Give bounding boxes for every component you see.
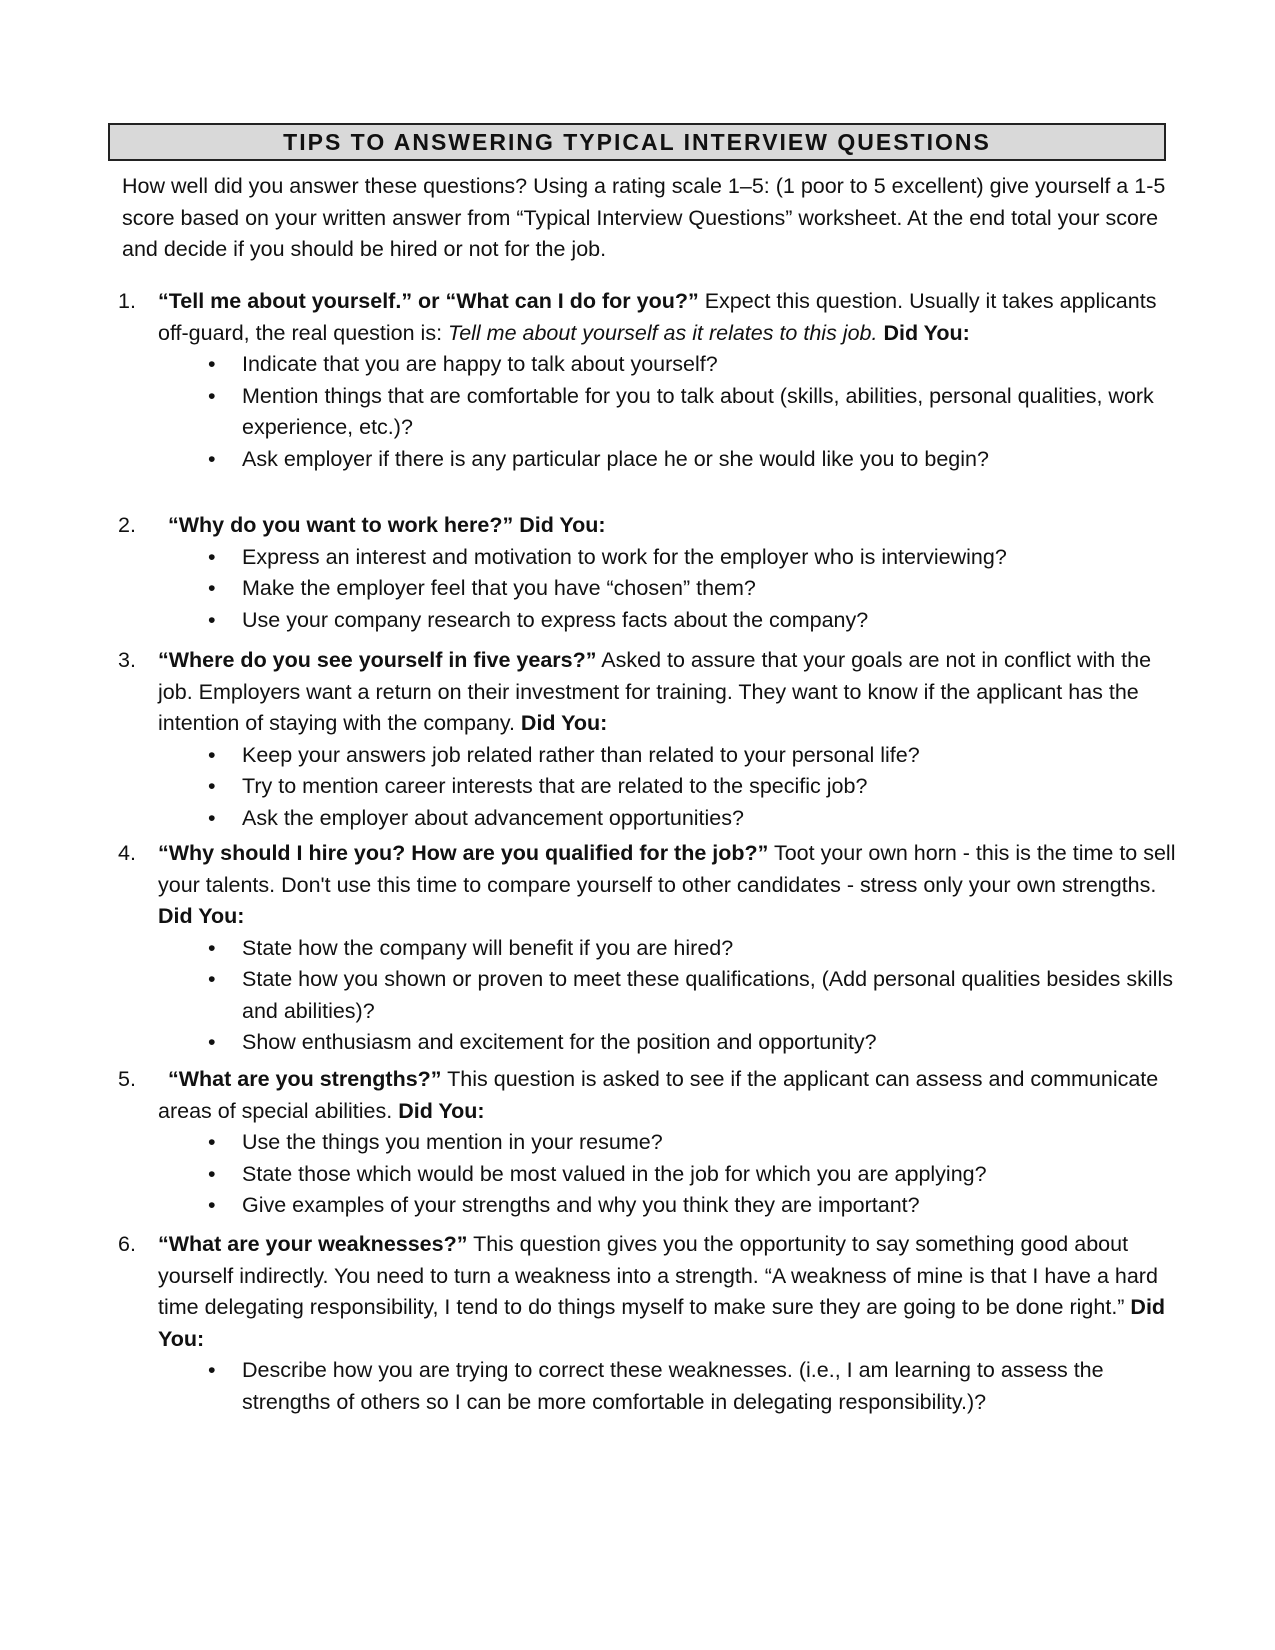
question-body	[158, 1064, 1178, 1127]
question-text: “What are you strengths?”	[168, 1067, 442, 1091]
question-explanation: Expect this question. Usually it takes applicants off-guard, the real question is:	[158, 289, 1157, 345]
question-text: “Why do you want to work here?”	[168, 513, 514, 537]
bullet-icon: •	[208, 805, 216, 830]
title-banner	[108, 123, 1166, 161]
question-item-2	[118, 510, 1178, 636]
checklist-item: • Mention things that are comfortable for you to talk about (skills, abilities, personal qualities, work experience, etc.)?	[242, 381, 1178, 444]
question-number: 2.	[118, 513, 136, 537]
checklist	[208, 740, 1178, 835]
question-number: 1.	[118, 289, 136, 313]
checklist-item: • Describe how you are trying to correct these weaknesses. (i.e., I am learning to assess the strengths of others so I can be more comfortable in delegating responsibility.)?	[242, 1355, 1178, 1418]
intro-paragraph: How well did you answer these questions? Using a rating scale 1–5: (1 poor to 5 excellent) give yourself a 1-5 score based on your written answer from “Typical Interview Questions” worksheet. At the end total your score and decide if you should be hired or not for the job.	[122, 174, 1166, 261]
question-explanation: This question is asked to see if the applicant can assess and communicate areas of special abilities.	[158, 1067, 1159, 1123]
question-number: 5.	[118, 1067, 136, 1091]
checklist-item: • Give examples of your strengths and why you think they are important?	[242, 1190, 1178, 1222]
bullet-icon: •	[208, 1130, 216, 1154]
question-explanation: This question gives you the opportunity to say something good about yourself indirectly. You need to turn a weakness into a strength. “A weakness of mine is that I have a hard time delegating responsibility, I tend to do things myself to make sure they are going to be done right.”	[158, 1232, 1158, 1319]
did-you-label: Did You:	[158, 1295, 1166, 1351]
checklist-item: • Indicate that you are happy to talk about yourself?	[242, 349, 1178, 381]
did-you-label: Did You:	[158, 904, 245, 928]
checklist-item: • Keep your answers job related rather than related to your personal life?	[242, 740, 1178, 772]
question-explanation: Toot your own horn - this is the time to sell your talents. Don't use this time to compare yourself to other candidates - stress only your own strengths.	[158, 841, 1176, 897]
bullet-icon: •	[208, 774, 216, 798]
checklist-item: • Express an interest and motivation to work for the employer who is interviewing?	[242, 542, 1178, 574]
question-body	[158, 838, 1178, 933]
question-text: “Tell me about yourself.” or “What can I do for you?”	[158, 289, 699, 313]
did-you-label: Did You:	[877, 320, 970, 345]
question-number: 3.	[118, 648, 136, 672]
checklist	[208, 542, 1178, 637]
question-text: “Where do you see yourself in five years?”	[158, 648, 597, 672]
question-item-5	[118, 1064, 1178, 1222]
question-item-6	[118, 1229, 1178, 1418]
bullet-icon: •	[208, 607, 216, 632]
bullet-icon: •	[208, 967, 216, 991]
question-item-1	[118, 286, 1178, 475]
checklist-item: • Use the things you mention in your resume?	[242, 1127, 1178, 1159]
checklist-item: • Show enthusiasm and excitement for the position and opportunity?	[242, 1027, 1178, 1059]
checklist-item: • Make the employer feel that you have “chosen” them?	[242, 573, 1178, 605]
checklist-item: • Ask employer if there is any particular place he or she would like you to begin?	[242, 444, 1178, 476]
checklist-item: • Ask the employer about advancement opportunities?	[242, 803, 1178, 835]
question-number: 6.	[118, 1232, 136, 1256]
did-you-label: Did You:	[392, 1098, 485, 1123]
question-body	[158, 645, 1178, 740]
did-you-label: Did You:	[513, 513, 606, 537]
bullet-icon: •	[208, 1193, 216, 1217]
page-title: TIPS TO ANSWERING TYPICAL INTERVIEW QUESTIONS	[283, 128, 991, 155]
bullet-icon: •	[208, 1161, 216, 1186]
bullet-icon: •	[208, 935, 216, 960]
checklist-item: • State those which would be most valued in the job for which you are applying?	[242, 1159, 1178, 1191]
bullet-icon: •	[208, 1358, 216, 1382]
question-explanation: Asked to assure that your goals are not in conflict with the job. Employers want a return on their investment for training. They want to know if the applicant has the intention of staying with the company.	[158, 648, 1152, 735]
checklist	[208, 933, 1178, 1059]
question-text: “Why should I hire you? How are you qualified for the job?”	[158, 841, 769, 865]
checklist-item: • Try to mention career interests that are related to the specific job?	[242, 771, 1178, 803]
bullet-icon: •	[208, 446, 216, 471]
checklist-item: • Use your company research to express facts about the company?	[242, 605, 1178, 637]
question-text: “What are your weaknesses?”	[158, 1232, 468, 1256]
question-body	[158, 1229, 1178, 1355]
checklist	[208, 349, 1178, 475]
bullet-icon: •	[208, 352, 216, 376]
question-number: 4.	[118, 841, 136, 865]
question-italic-note: Tell me about yourself as it relates to this job.	[448, 320, 878, 345]
checklist-item: • State how you shown or proven to meet these qualifications, (Add personal qualities besides skills and abilities)?	[242, 964, 1178, 1027]
checklist-item: • State how the company will benefit if you are hired?	[242, 933, 1178, 965]
question-item-4	[118, 838, 1178, 1059]
question-item-3	[118, 645, 1178, 834]
question-body	[158, 286, 1178, 349]
bullet-icon: •	[208, 383, 216, 408]
bullet-icon: •	[208, 742, 216, 767]
bullet-icon: •	[208, 544, 216, 569]
bullet-icon: •	[208, 1030, 216, 1054]
checklist	[208, 1355, 1178, 1418]
did-you-label: Did You:	[514, 711, 608, 735]
bullet-icon: •	[208, 576, 216, 600]
question-body	[168, 510, 1178, 542]
checklist	[208, 1127, 1178, 1222]
